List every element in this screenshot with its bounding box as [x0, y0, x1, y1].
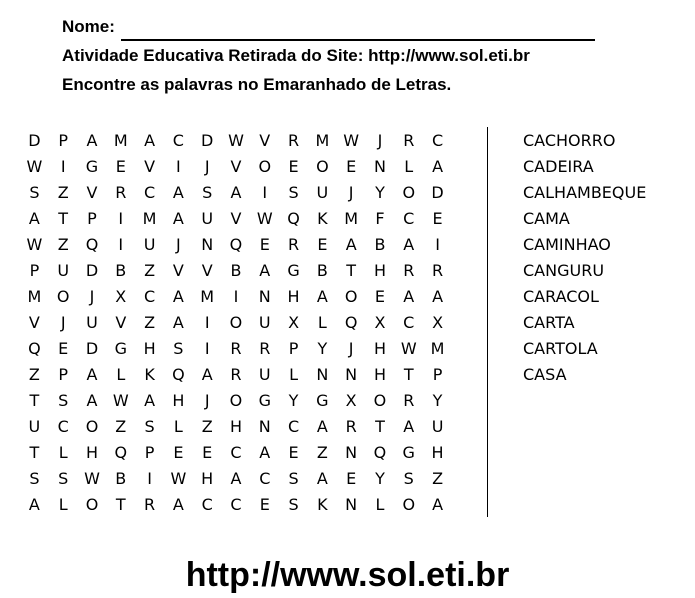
grid-letter: O	[85, 417, 99, 436]
grid-letter: C	[201, 495, 213, 514]
grid-letter: C	[230, 495, 242, 514]
grid-letter: A	[403, 287, 415, 306]
grid-letter: M	[430, 339, 445, 358]
grid-letter: V	[201, 261, 213, 280]
grid-letter: A	[403, 417, 415, 436]
grid-letter: I	[204, 339, 210, 358]
grid-letter: B	[316, 261, 328, 280]
grid-letter: J	[348, 339, 354, 358]
grid-letter: C	[172, 131, 184, 150]
grid-letter: W	[26, 157, 43, 176]
grid-letter: O	[258, 157, 272, 176]
grid-letter: A	[316, 417, 328, 436]
grid-letter: R	[403, 261, 415, 280]
grid-letter: D	[431, 183, 444, 202]
grid-letter: P	[29, 261, 40, 280]
grid-letter: O	[85, 495, 99, 514]
grid-letter: Z	[28, 365, 40, 384]
grid-letter: I	[118, 209, 124, 228]
divider-line	[487, 127, 488, 517]
grid-letter: Y	[432, 391, 443, 410]
grid-letter: Z	[201, 417, 213, 436]
grid-row	[20, 128, 452, 154]
grid-letter: A	[28, 209, 40, 228]
grid-row	[20, 362, 452, 388]
grid-letter: R	[259, 339, 271, 358]
word-list-item: CALHAMBEQUE	[523, 183, 647, 202]
grid-letter: V	[115, 313, 127, 332]
grid-letter: L	[317, 313, 327, 332]
grid-letter: A	[345, 235, 357, 254]
grid-letter: H	[373, 339, 386, 358]
grid-letter: N	[258, 287, 271, 306]
grid-letter: X	[374, 313, 386, 332]
word-list-item: CANGURU	[523, 261, 605, 280]
grid-letter: W	[84, 469, 100, 488]
grid-letter: T	[375, 417, 385, 436]
grid-letter: M	[113, 131, 128, 150]
word-list-item: CARTA	[523, 313, 575, 332]
grid-letter: S	[58, 391, 69, 410]
grid-letter: S	[144, 417, 155, 436]
grid-letter: Z	[57, 183, 69, 202]
grid-letter: H	[373, 261, 386, 280]
grid-row	[20, 258, 452, 284]
grid-letter: J	[377, 131, 383, 150]
grid-letter: I	[176, 157, 181, 176]
grid-letter: V	[259, 131, 271, 150]
grid-letter: M	[344, 209, 359, 228]
grid-letter: V	[230, 157, 242, 176]
grid-letter: O	[229, 391, 243, 410]
grid-letter: I	[147, 469, 152, 488]
grid-letter: M	[142, 209, 157, 228]
grid-letter: B	[374, 235, 386, 254]
grid-letter: L	[375, 495, 385, 514]
grid-letter: R	[288, 131, 300, 150]
grid-letter: D	[28, 131, 41, 150]
grid-letter: P	[288, 339, 299, 358]
grid-letter: W	[26, 235, 43, 254]
instruction-line: Encontre as palavras no Emaranhado de Letras.	[62, 75, 452, 94]
grid-letter: S	[58, 469, 69, 488]
grid-letter: H	[85, 443, 98, 462]
grid-letter: A	[172, 495, 184, 514]
grid-letter: N	[201, 235, 214, 254]
grid-letter: W	[170, 469, 187, 488]
name-row	[62, 12, 595, 41]
grid-letter: U	[57, 261, 70, 280]
grid-letter: A	[201, 365, 213, 384]
source-line: Atividade Educativa Retirada do Site: http://www.sol.eti.br	[62, 46, 530, 65]
grid-letter: C	[57, 417, 69, 436]
grid-letter: L	[58, 443, 68, 462]
word-list-item: CASA	[523, 365, 567, 384]
grid-letter: V	[230, 209, 242, 228]
grid-letter: K	[317, 209, 328, 228]
grid-letter: H	[287, 287, 300, 306]
grid-letter: C	[403, 209, 415, 228]
grid-letter: S	[202, 183, 213, 202]
grid-letter: A	[432, 495, 444, 514]
grid-letter: M	[315, 131, 330, 150]
grid-row	[20, 232, 452, 258]
grid-row	[20, 440, 452, 466]
grid-row	[20, 336, 452, 362]
word-list-item: CARACOL	[523, 287, 599, 306]
grid-letter: R	[115, 183, 127, 202]
grid-letter: T	[403, 365, 414, 384]
grid-letter: N	[258, 417, 271, 436]
grid-letter: Q	[85, 235, 99, 254]
grid-letter: T	[115, 495, 126, 514]
grid-letter: G	[258, 391, 271, 410]
word-list-item: CAMINHAO	[523, 235, 611, 254]
word-list-item: CAMA	[523, 209, 570, 228]
grid-letter: A	[172, 209, 184, 228]
grid-letter: A	[172, 183, 184, 202]
grid-letter: T	[29, 391, 40, 410]
grid-letter: R	[230, 339, 242, 358]
grid-letter: R	[403, 391, 415, 410]
grid-letter: E	[288, 443, 299, 462]
grid-row	[20, 466, 452, 492]
grid-letter: C	[287, 417, 300, 436]
grid-letter: N	[373, 157, 386, 176]
grid-letter: D	[85, 261, 99, 280]
grid-letter: L	[404, 157, 414, 176]
grid-letter: O	[373, 391, 387, 410]
grid-letter: E	[202, 443, 213, 462]
grid-letter: I	[262, 183, 268, 202]
grid-letter: J	[89, 287, 95, 306]
grid-letter: G	[287, 261, 300, 280]
grid-letter: B	[230, 261, 242, 280]
grid-letter: R	[431, 261, 444, 280]
grid-letter: D	[85, 339, 99, 358]
grid-letter: J	[176, 235, 181, 254]
grid-letter: P	[144, 443, 155, 462]
worksheet-header	[62, 12, 595, 99]
grid-letter: G	[85, 157, 99, 176]
grid-letter: R	[144, 495, 156, 514]
grid-letter: A	[230, 469, 242, 488]
letter-grid	[20, 128, 452, 518]
grid-letter: P	[87, 209, 97, 228]
grid-letter: E	[288, 157, 299, 176]
grid-letter: H	[431, 443, 444, 462]
grid-letter: U	[201, 209, 214, 228]
grid-letter: J	[204, 391, 210, 410]
grid-letter: V	[86, 183, 98, 202]
grid-letter: E	[259, 495, 270, 514]
grid-letter: Y	[288, 391, 299, 410]
grid-letter: A	[259, 261, 271, 280]
grid-row	[20, 180, 452, 206]
grid-letter: E	[173, 443, 184, 462]
grid-letter: L	[116, 365, 126, 384]
grid-letter: B	[115, 469, 127, 488]
grid-letter: C	[431, 131, 444, 150]
grid-letter: S	[288, 495, 299, 514]
grid-letter: H	[229, 417, 242, 436]
grid-letter: S	[288, 183, 299, 202]
word-list-item: CARTOLA	[523, 339, 598, 358]
grid-letter: W	[343, 131, 360, 150]
grid-letter: H	[172, 391, 185, 410]
grid-letter: G	[114, 339, 127, 358]
grid-row	[20, 206, 452, 232]
grid-letter: J	[348, 183, 354, 202]
grid-letter: P	[58, 131, 69, 150]
grid-letter: E	[432, 209, 443, 228]
grid-letter: V	[144, 157, 156, 176]
grid-letter: T	[58, 209, 69, 228]
grid-letter: C	[144, 183, 156, 202]
grid-letter: I	[233, 287, 239, 306]
grid-row	[20, 284, 452, 310]
grid-letter: A	[230, 183, 242, 202]
grid-letter: C	[403, 313, 415, 332]
grid-letter: A	[316, 287, 328, 306]
grid-letter: I	[204, 313, 210, 332]
grid-letter: A	[144, 391, 156, 410]
grid-letter: Z	[144, 313, 156, 332]
grid-letter: J	[60, 313, 66, 332]
grid-letter: O	[402, 183, 416, 202]
grid-letter: N	[316, 365, 329, 384]
grid-letter: W	[228, 131, 244, 150]
grid-letter: R	[345, 417, 357, 436]
grid-letter: R	[230, 365, 242, 384]
grid-letter: S	[403, 469, 414, 488]
grid-letter: B	[115, 261, 127, 280]
word-list-item: CADEIRA	[523, 157, 594, 176]
grid-letter: M	[27, 287, 42, 306]
grid-letter: N	[345, 365, 358, 384]
grid-letter: E	[58, 339, 69, 358]
grid-letter: A	[259, 443, 271, 462]
grid-letter: A	[172, 287, 184, 306]
grid-letter: R	[288, 235, 300, 254]
grid-letter: F	[375, 209, 385, 228]
grid-letter: M	[200, 287, 215, 306]
grid-letter: O	[56, 287, 70, 306]
grid-letter: V	[172, 261, 184, 280]
grid-letter: A	[432, 157, 444, 176]
grid-letter: K	[144, 365, 155, 384]
grid-letter: U	[86, 313, 98, 332]
word-list	[523, 128, 646, 388]
grid-letter: K	[317, 495, 328, 514]
grid-letter: Z	[316, 443, 328, 462]
grid-letter: E	[115, 157, 126, 176]
name-label: Nome:	[62, 17, 115, 36]
grid-letter: S	[29, 469, 40, 488]
grid-letter: A	[144, 131, 156, 150]
grid-letter: H	[143, 339, 156, 358]
grid-row	[20, 414, 452, 440]
grid-letter: Y	[317, 339, 328, 358]
grid-letter: E	[259, 235, 270, 254]
grid-row	[20, 388, 452, 414]
grid-letter: I	[60, 157, 66, 176]
grid-letter: U	[258, 313, 271, 332]
grid-letter: H	[201, 469, 214, 488]
grid-letter: Q	[287, 209, 300, 228]
grid-letter: Y	[375, 469, 385, 488]
grid-letter: Q	[28, 339, 41, 358]
name-blank-line	[121, 19, 595, 41]
grid-letter: Z	[115, 417, 127, 436]
grid-letter: X	[288, 313, 300, 332]
footer-url: http://www.sol.eti.br	[185, 556, 510, 594]
grid-letter: A	[316, 469, 328, 488]
grid-letter: I	[435, 235, 440, 254]
grid-letter: E	[374, 287, 386, 306]
grid-letter: X	[115, 287, 127, 306]
grid-letter: G	[316, 391, 329, 410]
grid-letter: Q	[229, 235, 243, 254]
grid-letter: N	[345, 443, 358, 462]
grid-letter: D	[201, 131, 214, 150]
grid-letter: P	[432, 365, 443, 384]
grid-letter: O	[344, 287, 358, 306]
grid-letter: H	[373, 365, 386, 384]
grid-letter: Q	[172, 365, 185, 384]
grid-letter: U	[143, 235, 156, 254]
grid-letter: E	[317, 235, 328, 254]
grid-row	[20, 154, 452, 180]
grid-letter: Q	[114, 443, 128, 462]
grid-letter: A	[172, 313, 184, 332]
grid-letter: Q	[344, 313, 358, 332]
grid-letter: R	[403, 131, 415, 150]
grid-letter: U	[316, 183, 329, 202]
grid-letter: L	[58, 495, 68, 514]
grid-row	[20, 492, 452, 518]
grid-letter: W	[112, 391, 129, 410]
grid-letter: A	[28, 495, 40, 514]
grid-letter: E	[346, 157, 357, 176]
grid-letter: X	[345, 391, 357, 410]
grid-letter: S	[288, 469, 299, 488]
grid-letter: O	[402, 495, 416, 514]
grid-letter: W	[400, 339, 417, 358]
grid-letter: P	[58, 365, 69, 384]
grid-letter: T	[29, 443, 40, 462]
grid-letter: O	[229, 313, 243, 332]
grid-letter: N	[345, 495, 358, 514]
grid-letter: A	[403, 235, 415, 254]
grid-letter: A	[432, 287, 444, 306]
grid-letter: U	[431, 417, 444, 436]
grid-letter: Z	[432, 469, 444, 488]
grid-letter: L	[173, 417, 183, 436]
grid-letter: C	[259, 469, 271, 488]
grid-letter: G	[402, 443, 415, 462]
grid-letter: Z	[144, 261, 156, 280]
grid-letter: V	[28, 313, 40, 332]
grid-letter: L	[289, 365, 299, 384]
grid-letter: T	[346, 261, 357, 280]
grid-row	[20, 310, 452, 336]
grid-letter: A	[86, 131, 98, 150]
grid-letter: A	[86, 391, 98, 410]
grid-letter: Q	[373, 443, 387, 462]
grid-letter: C	[230, 443, 242, 462]
grid-letter: U	[258, 365, 271, 384]
word-list-item: CACHORRO	[523, 131, 616, 150]
grid-letter: Y	[375, 183, 385, 202]
grid-letter: S	[173, 339, 184, 358]
grid-letter: E	[346, 469, 357, 488]
grid-letter: A	[86, 365, 98, 384]
grid-letter: W	[256, 209, 273, 228]
grid-letter: X	[432, 313, 444, 332]
grid-letter: J	[204, 157, 210, 176]
grid-letter: U	[28, 417, 41, 436]
grid-letter: C	[144, 287, 156, 306]
grid-letter: Z	[57, 235, 69, 254]
grid-letter: S	[29, 183, 40, 202]
grid-letter: I	[118, 235, 124, 254]
grid-letter: O	[316, 157, 329, 176]
